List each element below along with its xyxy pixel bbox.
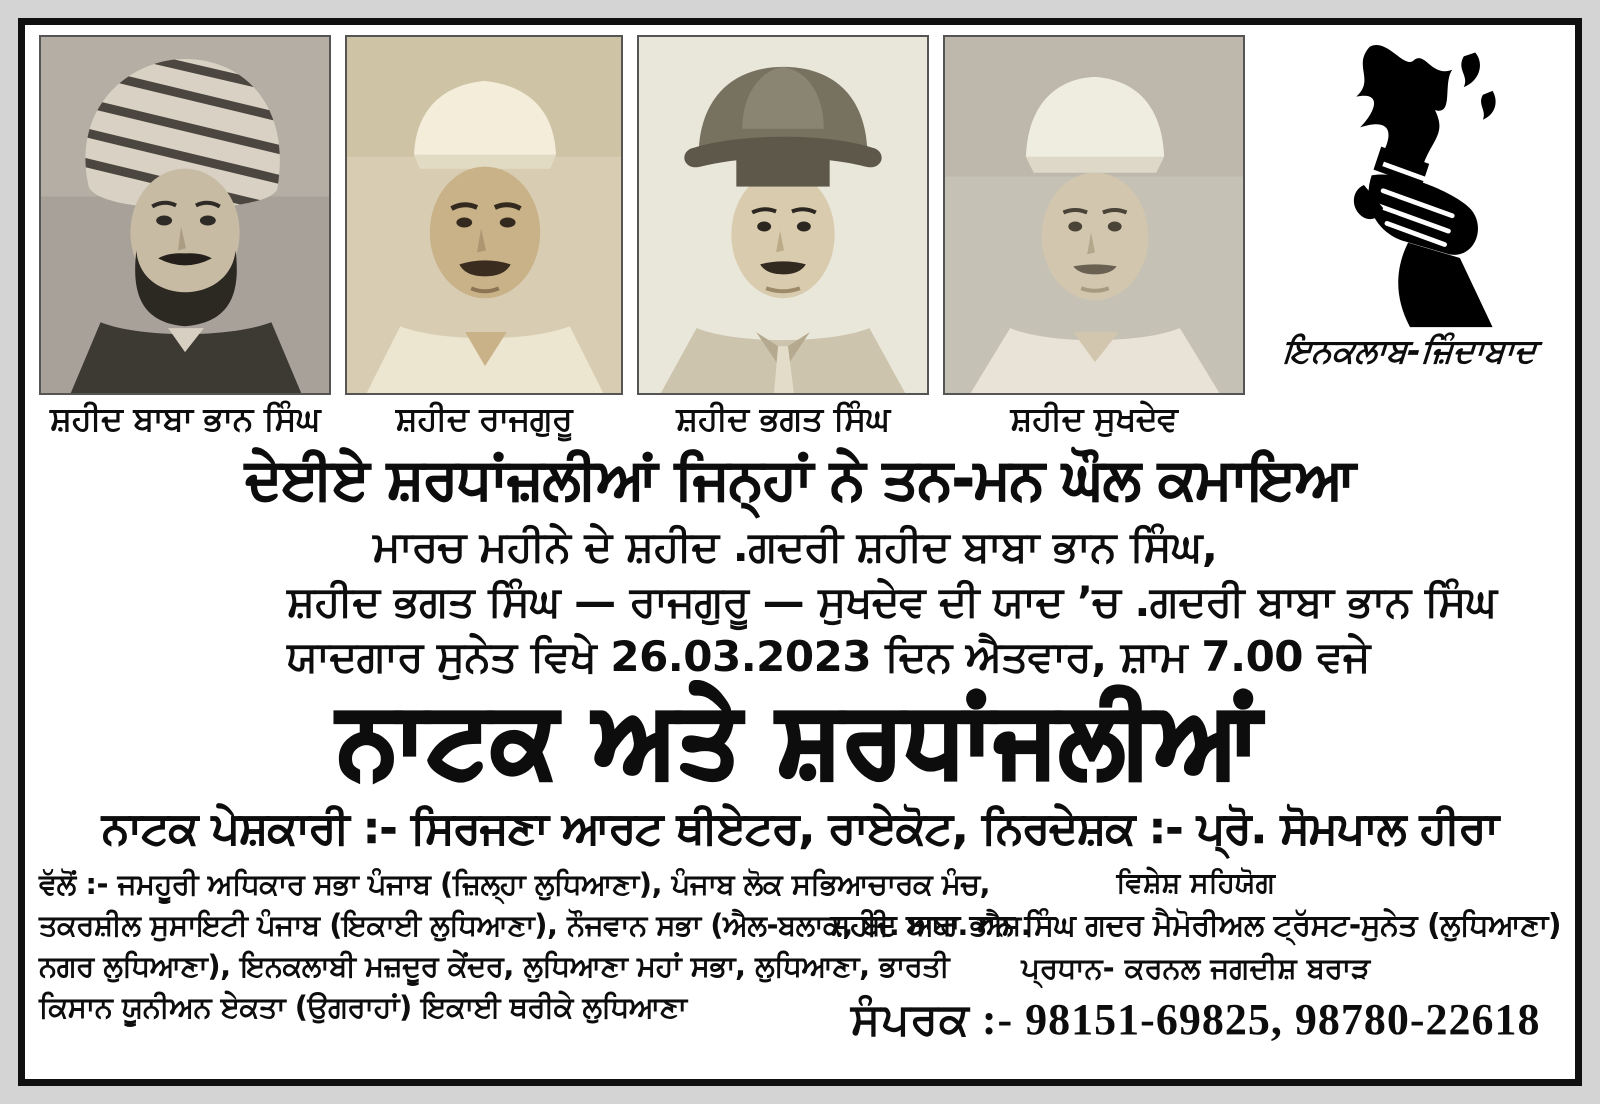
photo-sukhdev — [943, 35, 1245, 395]
portrait-striped-turban-icon — [41, 37, 329, 393]
poster-title: ਨਾਟਕ ਅਤੇ ਸ਼ਰਧਾਂਜਲੀਆਂ — [338, 679, 1262, 798]
photo-baba-bhan-singh — [39, 35, 331, 395]
support-heading: ਵਿਸ਼ੇਸ਼ ਸਹਿਯੋਗ — [1116, 866, 1275, 900]
event-line: ਸ਼ਹੀਦ ਭਗਤ ਸਿੰਘ — ਰਾਜਗੁਰੂ — ਸੁਖਦੇਵ ਦੀ ਯਾਦ ’ਚ .ਗਦਰੀ ਬਾਬਾ ਭਾਨ ਸਿੰਘ — [287, 576, 1497, 626]
photo-column-bhagat-singh — [637, 35, 929, 439]
trust-line: ਸ਼ਹੀਦ ਬਾਬਾ ਭਾਨ ਸਿੰਘ ਗਦਰ ਮੈਮੋਰੀਅਲ ਟ੍ਰੱਸਟ-ਸੁਨੇਤ (ਲੁਧਿਆਣਾ) — [830, 908, 1562, 944]
organizers-block — [39, 864, 1032, 1073]
bottom-section — [39, 864, 1561, 1073]
event-line: ਮਾਰਚ ਮਹੀਨੇ ਦੇ ਸ਼ਹੀਦ .ਗਦਰੀ ਸ਼ਹੀਦ ਬਾਬਾ ਭਾਨ ਸਿੰਘ, — [373, 521, 1218, 571]
photo-column-baba-bhan-singh — [39, 35, 331, 439]
president-line: ਪ੍ਰਧਾਨ- ਕਰਨਲ ਜਗਦੀਸ਼ ਬਰਾੜ — [1021, 951, 1371, 986]
event-line: ਯਾਦਗਾਰ ਸੁਨੇਤ ਵਿਖੇ 26.03.2023 ਦਿਨ ਐਤਵਾਰ, ਸ਼ਾਮ 7.00 ਵਜੇ — [287, 631, 1370, 681]
torch-in-fist-icon — [1285, 41, 1535, 329]
photo-caption: ਸ਼ਹੀਦ ਬਾਬਾ ਭਾਨ ਸਿੰਘ — [50, 399, 320, 438]
headline: ਦੇਈਏ ਸ਼ਰਧਾਂਜ਼ਲੀਆਂ ਜਿਨ੍ਹਾਂ ਨੇ ਤਨ-ਮਨ ਘੌਲ ਕਮਾਇਆ — [245, 447, 1355, 512]
organizer-line: ਨਗਰ ਲੁਧਿਆਣਾ), ਇਨਕਲਾਬੀ ਮਜ਼ਦੂਰ ਕੇਂਦਰ, ਲੁਧਿਆਣਾ ਮਹਾਂ ਸਭਾ, ਲੁਧਿਆਣਾ, ਭਾਰਤੀ — [39, 949, 950, 984]
logo-caption: ਇਨਕਲਾਬ-ਜ਼ਿੰਦਾਬਾਦ — [1282, 331, 1538, 370]
support-block — [830, 864, 1561, 1073]
organizer-line: ਤਕਰਸ਼ੀਲ ਸੁਸਾਇਟੀ ਪੰਜਾਬ (ਇਕਾਈ ਲੁਧਿਆਣਾ), ਨੌਜਵਾਨ ਸਭਾ (ਐਲ-ਬਲਾਕ, ਬੀ. ਆਰ. ਐਸ. — [39, 908, 1032, 943]
portrait-fedora-hat-icon — [639, 37, 927, 393]
portrait-white-cap-light-icon — [945, 37, 1243, 393]
photo-column-sukhdev — [943, 35, 1245, 439]
logo-column — [1259, 35, 1561, 371]
photo-caption: ਸ਼ਹੀਦ ਰਾਜਗੁਰੂ — [395, 399, 573, 438]
photo-caption: ਸ਼ਹੀਦ ਭਗਤ ਸਿੰਘ — [676, 399, 890, 438]
event-info — [39, 519, 1561, 684]
portrait-white-cap-icon — [347, 37, 621, 393]
photo-rajguru — [345, 35, 623, 395]
photos-row — [39, 35, 1561, 439]
poster-frame — [18, 18, 1582, 1086]
organizer-line: ਕਿਸਾਨ ਯੂਨੀਅਨ ਏਕਤਾ (ਉਗਰਾਹਾਂ) ਇਕਾਈ ਥਰੀਕੇ ਲੁਧਿਆਣਾ — [39, 990, 687, 1025]
organizer-line: ਵੱਲੋਂ :- ਜਮਹੂਰੀ ਅਧਿਕਾਰ ਸਭਾ ਪੰਜਾਬ (ਜ਼ਿਲ੍ਹਾ ਲੁਧਿਆਣਾ), ਪੰਜਾਬ ਲੋਕ ਸਭਿਆਚਾਰਕ ਮੰਚ, — [39, 867, 991, 902]
photo-caption: ਸ਼ਹੀਦ ਸੁਖਦੇਵ — [1010, 399, 1178, 438]
photo-column-rajguru — [345, 35, 623, 439]
contact-phone-line: ਸੰਪਰਕ :- 98151-69825, 98780-22618 — [850, 995, 1541, 1045]
presentation-line: ਨਾਟਕ ਪੇਸ਼ਕਾਰੀ :- ਸਿਰਜਣਾ ਆਰਟ ਥੀਏਟਰ, ਰਾਏਕੋਟ, ਨਿਰਦੇਸ਼ਕ :- ਪ੍ਰੋ. ਸੋਮਪਾਲ ਹੀਰਾ — [102, 803, 1498, 855]
photo-bhagat-singh — [637, 35, 929, 395]
